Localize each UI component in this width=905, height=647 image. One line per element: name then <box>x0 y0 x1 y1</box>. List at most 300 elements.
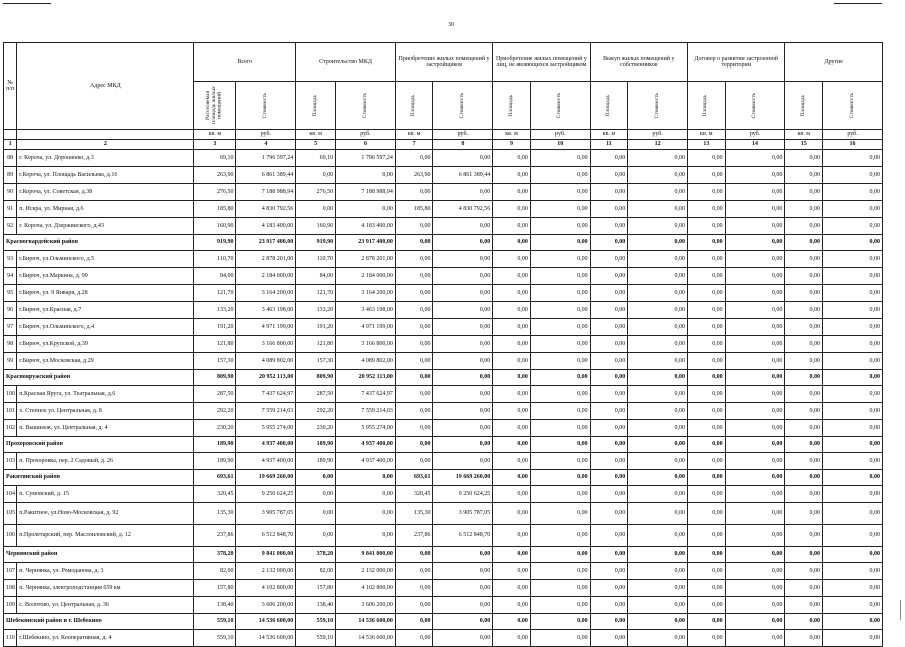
row-number: 92 <box>4 218 17 235</box>
table-row <box>4 150 883 167</box>
area-cell: 0,00 <box>590 547 628 563</box>
header-group-construction: Строительство МКД <box>296 43 396 82</box>
unit-cell: кв. м <box>296 130 336 140</box>
area-cell: 138,40 <box>296 597 336 614</box>
cost-cell: 0,00 <box>530 453 590 470</box>
area-cell: 121,80 <box>194 336 236 353</box>
cost-cell: 0,00 <box>725 370 785 386</box>
area-cell: 0,00 <box>688 285 726 302</box>
row-address: г. Короча, ул. Дорошенко, д.3 <box>17 150 194 167</box>
area-cell: 0,00 <box>493 167 531 184</box>
cost-cell: 0,00 <box>628 453 688 470</box>
area-cell: 0,00 <box>493 503 531 525</box>
cost-cell: 0,00 <box>823 503 883 525</box>
top-left-rule <box>3 3 51 4</box>
cost-cell: 9 250 624,25 <box>236 486 296 503</box>
cost-cell: 0,00 <box>336 503 396 525</box>
area-cell: 0,00 <box>395 150 433 167</box>
row-address: г.Бирюч, ул.Крупской, д.39 <box>17 336 194 353</box>
cost-cell: 4 183 400,00 <box>236 218 296 235</box>
area-cell: 0,00 <box>296 486 336 503</box>
area-cell: 292,20 <box>296 403 336 420</box>
area-cell: 0,00 <box>493 370 531 386</box>
cost-cell: 0,00 <box>433 614 493 630</box>
unit-cell: руб. <box>628 130 688 140</box>
row-number: 94 <box>4 268 17 285</box>
cost-cell: 6 512 848,70 <box>236 525 296 547</box>
cost-cell: 3 164 200,00 <box>336 285 396 302</box>
cost-cell: 20 952 113,00 <box>236 370 296 386</box>
cost-cell: 0,00 <box>433 251 493 268</box>
district-name: Краснояружский район <box>4 370 194 386</box>
area-cell: 133,20 <box>194 302 236 319</box>
cost-cell: 5 955 274,00 <box>236 420 296 437</box>
area-cell: 0,00 <box>590 251 628 268</box>
area-cell: 0,00 <box>688 437 726 453</box>
area-cell: 0,00 <box>590 420 628 437</box>
col-number: 2 <box>17 140 194 150</box>
row-address: г. Короча, ул. Дзержинского, д.43 <box>17 218 194 235</box>
area-cell: 0,00 <box>785 302 823 319</box>
area-cell: 0,00 <box>590 386 628 403</box>
cost-cell: 0,00 <box>433 285 493 302</box>
cost-cell: 0,00 <box>823 251 883 268</box>
cost-cell: 2 878 201,00 <box>336 251 396 268</box>
unit-cell: руб. <box>433 130 493 140</box>
cost-cell: 0,00 <box>628 470 688 486</box>
cost-cell: 2 878 201,00 <box>236 251 296 268</box>
cost-cell: 0,00 <box>823 453 883 470</box>
cost-cell: 0,00 <box>725 184 785 201</box>
area-cell: 0,00 <box>296 201 336 218</box>
cost-cell: 4 971 199,00 <box>336 319 396 336</box>
area-cell: 0,00 <box>590 336 628 353</box>
cost-cell: 0,00 <box>530 614 590 630</box>
table-row <box>4 386 883 403</box>
cost-cell: 4 937 400,00 <box>336 437 396 453</box>
table-row <box>4 268 883 285</box>
col-number: 1 <box>4 140 17 150</box>
cost-cell: 0,00 <box>433 370 493 386</box>
area-cell: 0,00 <box>395 420 433 437</box>
cost-cell: 4 971 199,00 <box>236 319 296 336</box>
cost-cell: 0,00 <box>530 353 590 370</box>
unit-cell: кв. м <box>395 130 433 140</box>
header-group-development: Договор о развитии застроенной территории <box>688 43 785 82</box>
area-cell: 0,00 <box>785 525 823 547</box>
area-cell: 0,00 <box>785 403 823 420</box>
page-number: 30 <box>448 22 454 28</box>
cost-cell: 0,00 <box>823 268 883 285</box>
area-cell: 230,20 <box>194 420 236 437</box>
cost-cell: 0,00 <box>530 167 590 184</box>
cost-cell: 0,00 <box>530 503 590 525</box>
cost-cell: 0,00 <box>433 302 493 319</box>
cost-cell: 0,00 <box>725 386 785 403</box>
cost-cell: 0,00 <box>725 453 785 470</box>
area-cell: 0,00 <box>688 167 726 184</box>
row-address: п. Вышнееж, ул. Центральная, д. 4 <box>17 420 194 437</box>
row-address: г.Бирюч, ул.Красная, д.7 <box>17 302 194 319</box>
area-cell: 121,70 <box>296 285 336 302</box>
cost-cell: 0,00 <box>823 597 883 614</box>
area-cell: 0,00 <box>688 370 726 386</box>
area-cell: 0,00 <box>688 563 726 580</box>
area-cell: 191,20 <box>296 319 336 336</box>
row-address: г.Короча, ул. Площадь Васильева, д.16 <box>17 167 194 184</box>
table-row <box>4 353 883 370</box>
cost-cell: 0,00 <box>628 597 688 614</box>
area-cell: 0,00 <box>590 353 628 370</box>
cost-cell: 0,00 <box>433 420 493 437</box>
table-row <box>4 302 883 319</box>
col-number: 14 <box>725 140 785 150</box>
cost-cell: 0,00 <box>823 150 883 167</box>
cost-cell: 0,00 <box>628 285 688 302</box>
cost-cell: 0,00 <box>823 302 883 319</box>
cost-cell: 0,00 <box>530 184 590 201</box>
area-cell: 287,50 <box>296 386 336 403</box>
subheader-cost: Стоимость <box>530 82 590 130</box>
area-cell: 0,00 <box>785 486 823 503</box>
cost-cell: 0,00 <box>725 150 785 167</box>
cost-cell: 0,00 <box>433 150 493 167</box>
cost-cell: 0,00 <box>725 563 785 580</box>
row-address: г.Короча, ул. Советская, д.38 <box>17 184 194 201</box>
cost-cell: 0,00 <box>725 218 785 235</box>
row-number: 101 <box>4 403 17 420</box>
cost-cell: 7 437 624,97 <box>236 386 296 403</box>
area-cell: 0,00 <box>785 251 823 268</box>
cost-cell: 9 841 000,00 <box>236 547 296 563</box>
area-cell: 84,00 <box>296 268 336 285</box>
area-cell: 0,00 <box>395 370 433 386</box>
cost-cell: 0,00 <box>530 486 590 503</box>
table-row <box>4 319 883 336</box>
area-cell: 378,20 <box>296 547 336 563</box>
cost-cell: 0,00 <box>725 503 785 525</box>
subheader-cost: Стоимость <box>236 82 296 130</box>
unit-cell: кв. м <box>785 130 823 140</box>
area-cell: 0,00 <box>590 218 628 235</box>
area-cell: 276,50 <box>194 184 236 201</box>
area-cell: 110,70 <box>296 251 336 268</box>
cost-cell: 0,00 <box>823 525 883 547</box>
cost-cell: 0,00 <box>433 630 493 647</box>
area-cell: 0,00 <box>688 630 726 647</box>
cost-cell: 4 089 802,00 <box>236 353 296 370</box>
resettlement-table <box>3 42 883 647</box>
cost-cell: 7 559 214,03 <box>236 403 296 420</box>
cost-cell: 0,00 <box>628 614 688 630</box>
cost-cell: 0,00 <box>628 235 688 251</box>
header-no: № п/п <box>4 43 17 130</box>
area-cell: 0,00 <box>590 268 628 285</box>
subheader-area: Площадь <box>493 82 531 130</box>
area-cell: 237,86 <box>395 525 433 547</box>
row-number: 100 <box>4 386 17 403</box>
row-number: 99 <box>4 353 17 370</box>
area-cell: 0,00 <box>395 386 433 403</box>
area-cell: 0,00 <box>296 503 336 525</box>
area-cell: 0,00 <box>493 184 531 201</box>
area-cell: 0,00 <box>590 370 628 386</box>
subheader-cost: Стоимость <box>823 82 883 130</box>
cost-cell: 0,00 <box>725 353 785 370</box>
area-cell: 0,00 <box>688 470 726 486</box>
area-cell: 160,90 <box>296 218 336 235</box>
row-address: х. Степное ул. Центральная, д. 8 <box>17 403 194 420</box>
col-number: 8 <box>433 140 493 150</box>
unit-cell: кв. м <box>493 130 531 140</box>
cost-cell: 1 796 597,24 <box>336 150 396 167</box>
cost-cell: 0,00 <box>725 251 785 268</box>
cost-cell: 9 841 000,00 <box>336 547 396 563</box>
area-cell: 0,00 <box>688 251 726 268</box>
cost-cell: 0,00 <box>433 184 493 201</box>
area-cell: 0,00 <box>493 470 531 486</box>
cost-cell: 0,00 <box>725 201 785 218</box>
cost-cell: 0,00 <box>725 336 785 353</box>
col-number: 12 <box>628 140 688 150</box>
area-cell: 0,00 <box>785 268 823 285</box>
cost-cell: 0,00 <box>725 525 785 547</box>
cost-cell: 0,00 <box>530 285 590 302</box>
table-row <box>4 630 883 647</box>
cost-cell: 7 188 988,94 <box>236 184 296 201</box>
area-cell: 230,20 <box>296 420 336 437</box>
area-cell: 0,00 <box>493 268 531 285</box>
cost-cell: 0,00 <box>530 420 590 437</box>
cost-cell: 5 955 274,00 <box>336 420 396 437</box>
cost-cell: 0,00 <box>823 336 883 353</box>
cost-cell: 0,00 <box>628 167 688 184</box>
unit-cell: кв. м <box>688 130 726 140</box>
district-total-row <box>4 470 883 486</box>
cost-cell: 0,00 <box>433 403 493 420</box>
area-cell: 0,00 <box>395 547 433 563</box>
area-cell: 263,90 <box>194 167 236 184</box>
area-cell: 0,00 <box>590 285 628 302</box>
area-cell: 0,00 <box>590 614 628 630</box>
area-cell: 189,90 <box>296 453 336 470</box>
area-cell: 0,00 <box>688 547 726 563</box>
area-cell: 0,00 <box>296 470 336 486</box>
cost-cell: 0,00 <box>628 420 688 437</box>
area-cell: 69,10 <box>296 150 336 167</box>
header-group-developers: Приобретение жилых помещений у застройщиков <box>395 43 492 82</box>
cost-cell: 0,00 <box>725 630 785 647</box>
cost-cell: 0,00 <box>725 486 785 503</box>
row-number: 95 <box>4 285 17 302</box>
table-row <box>4 167 883 184</box>
cost-cell: 0,00 <box>823 437 883 453</box>
cost-cell: 0,00 <box>628 486 688 503</box>
area-cell: 185,80 <box>194 201 236 218</box>
area-cell: 0,00 <box>688 386 726 403</box>
area-cell: 0,00 <box>785 353 823 370</box>
row-number: 107 <box>4 563 17 580</box>
cost-cell: 0,00 <box>628 251 688 268</box>
cost-cell: 0,00 <box>530 437 590 453</box>
district-total-row <box>4 370 883 386</box>
cost-cell: 14 536 600,00 <box>236 630 296 647</box>
area-cell: 0,00 <box>493 218 531 235</box>
area-cell: 320,45 <box>194 486 236 503</box>
table-row <box>4 453 883 470</box>
area-cell: 0,00 <box>395 453 433 470</box>
cost-cell: 0,00 <box>433 386 493 403</box>
cost-cell: 0,00 <box>530 386 590 403</box>
table-row <box>4 486 883 503</box>
cost-cell: 0,00 <box>628 150 688 167</box>
area-cell: 809,90 <box>194 370 236 386</box>
cost-cell: 3 166 800,00 <box>236 336 296 353</box>
area-cell: 135,30 <box>395 503 433 525</box>
area-cell: 559,10 <box>296 630 336 647</box>
area-cell: 0,00 <box>785 503 823 525</box>
area-cell: 693,61 <box>194 470 236 486</box>
cost-cell: 0,00 <box>725 547 785 563</box>
area-cell: 0,00 <box>785 167 823 184</box>
cost-cell: 0,00 <box>628 319 688 336</box>
area-cell: 0,00 <box>590 486 628 503</box>
area-cell: 0,00 <box>590 453 628 470</box>
area-cell: 0,00 <box>688 184 726 201</box>
cost-cell: 0,00 <box>628 201 688 218</box>
row-address: п. Искра, ул. Мирная, д.6 <box>17 201 194 218</box>
table-row <box>4 503 883 525</box>
area-cell: 157,80 <box>296 580 336 597</box>
cost-cell: 0,00 <box>433 597 493 614</box>
area-cell: 0,00 <box>688 235 726 251</box>
header-group-buyout: Выкуп жилых помещений у собственников <box>590 43 687 82</box>
area-cell: 0,00 <box>395 614 433 630</box>
col-number: 16 <box>823 140 883 150</box>
cost-cell: 0,00 <box>433 268 493 285</box>
cost-cell: 0,00 <box>530 150 590 167</box>
cost-cell: 2 184 000,00 <box>236 268 296 285</box>
area-cell: 0,00 <box>688 218 726 235</box>
area-cell: 0,00 <box>590 150 628 167</box>
area-cell: 0,00 <box>688 201 726 218</box>
cost-cell: 14 536 600,00 <box>336 630 396 647</box>
area-cell: 0,00 <box>688 420 726 437</box>
area-cell: 157,80 <box>194 580 236 597</box>
area-cell: 0,00 <box>493 486 531 503</box>
row-address: г.Бирюч, ул.Ольминского, д.4 <box>17 319 194 336</box>
cost-cell: 0,00 <box>823 184 883 201</box>
table-body <box>4 150 883 647</box>
unit-cell: руб. <box>725 130 785 140</box>
cost-cell: 2 132 000,00 <box>236 563 296 580</box>
header-group-non-developers: Приобретение жилых помещений у лиц, не являющихся застройщиком <box>493 43 590 82</box>
cost-cell: 0,00 <box>628 503 688 525</box>
row-address: п. Чернянка, ул. Ромоданова, д. 3 <box>17 563 194 580</box>
cost-cell: 0,00 <box>530 235 590 251</box>
cost-cell: 0,00 <box>628 370 688 386</box>
area-cell: 189,90 <box>194 437 236 453</box>
cost-cell: 4 937 400,00 <box>336 453 396 470</box>
subheader-cost: Стоимость <box>628 82 688 130</box>
cost-cell: 0,00 <box>336 470 396 486</box>
cost-cell: 14 536 600,00 <box>336 614 396 630</box>
area-cell: 0,00 <box>785 235 823 251</box>
cost-cell: 0,00 <box>823 630 883 647</box>
area-cell: 0,00 <box>785 218 823 235</box>
cost-cell: 4 089 802,00 <box>336 353 396 370</box>
area-cell: 263,90 <box>395 167 433 184</box>
units-row <box>4 130 883 140</box>
cost-cell: 0,00 <box>530 580 590 597</box>
row-address: с. Волотово, ул. Центральная, д. 36 <box>17 597 194 614</box>
row-number: 108 <box>4 580 17 597</box>
cost-cell: 0,00 <box>725 614 785 630</box>
page-edge-mark <box>886 600 901 620</box>
table-row <box>4 184 883 201</box>
area-cell: 0,00 <box>590 630 628 647</box>
row-address: п. Сумовский, д. 15 <box>17 486 194 503</box>
header-group-total: Всего <box>194 43 296 82</box>
area-cell: 0,00 <box>395 336 433 353</box>
cost-cell: 0,00 <box>530 597 590 614</box>
cost-cell: 0,00 <box>628 184 688 201</box>
area-cell: 0,00 <box>688 150 726 167</box>
cost-cell: 0,00 <box>823 470 883 486</box>
area-cell: 0,00 <box>785 580 823 597</box>
cost-cell: 0,00 <box>725 302 785 319</box>
cost-cell: 0,00 <box>628 437 688 453</box>
row-number: 93 <box>4 251 17 268</box>
cost-cell: 0,00 <box>628 403 688 420</box>
table-row <box>4 420 883 437</box>
unit-cell: руб. <box>336 130 396 140</box>
area-cell: 0,00 <box>785 630 823 647</box>
area-cell: 0,00 <box>785 184 823 201</box>
cost-cell: 4 937 400,00 <box>236 453 296 470</box>
col-number: 6 <box>336 140 396 150</box>
cost-cell: 0,00 <box>725 597 785 614</box>
area-cell: 0,00 <box>688 268 726 285</box>
district-name: Ракитянский район <box>4 470 194 486</box>
area-cell: 0,00 <box>590 403 628 420</box>
area-cell: 82,00 <box>296 563 336 580</box>
area-cell: 276,50 <box>296 184 336 201</box>
col-number: 7 <box>395 140 433 150</box>
cost-cell: 6 861 389,44 <box>433 167 493 184</box>
area-cell: 0,00 <box>785 563 823 580</box>
area-cell: 0,00 <box>785 614 823 630</box>
cost-cell: 7 559 214,03 <box>336 403 396 420</box>
area-cell: 0,00 <box>493 353 531 370</box>
area-cell: 0,00 <box>590 319 628 336</box>
area-cell: 0,00 <box>493 547 531 563</box>
row-address: п.Пролетарский, пер. Маслоиловский, д. 12 <box>17 525 194 547</box>
area-cell: 0,00 <box>493 420 531 437</box>
area-cell: 809,90 <box>296 370 336 386</box>
cost-cell: 0,00 <box>628 547 688 563</box>
row-number: 97 <box>4 319 17 336</box>
cost-cell: 0,00 <box>823 353 883 370</box>
cost-cell: 0,00 <box>628 336 688 353</box>
area-cell: 0,00 <box>395 437 433 453</box>
cost-cell: 0,00 <box>823 167 883 184</box>
cost-cell: 0,00 <box>628 353 688 370</box>
unit-cell: руб. <box>823 130 883 140</box>
area-cell: 0,00 <box>590 235 628 251</box>
unit-cell: кв. м <box>194 130 236 140</box>
area-cell: 121,70 <box>194 285 236 302</box>
